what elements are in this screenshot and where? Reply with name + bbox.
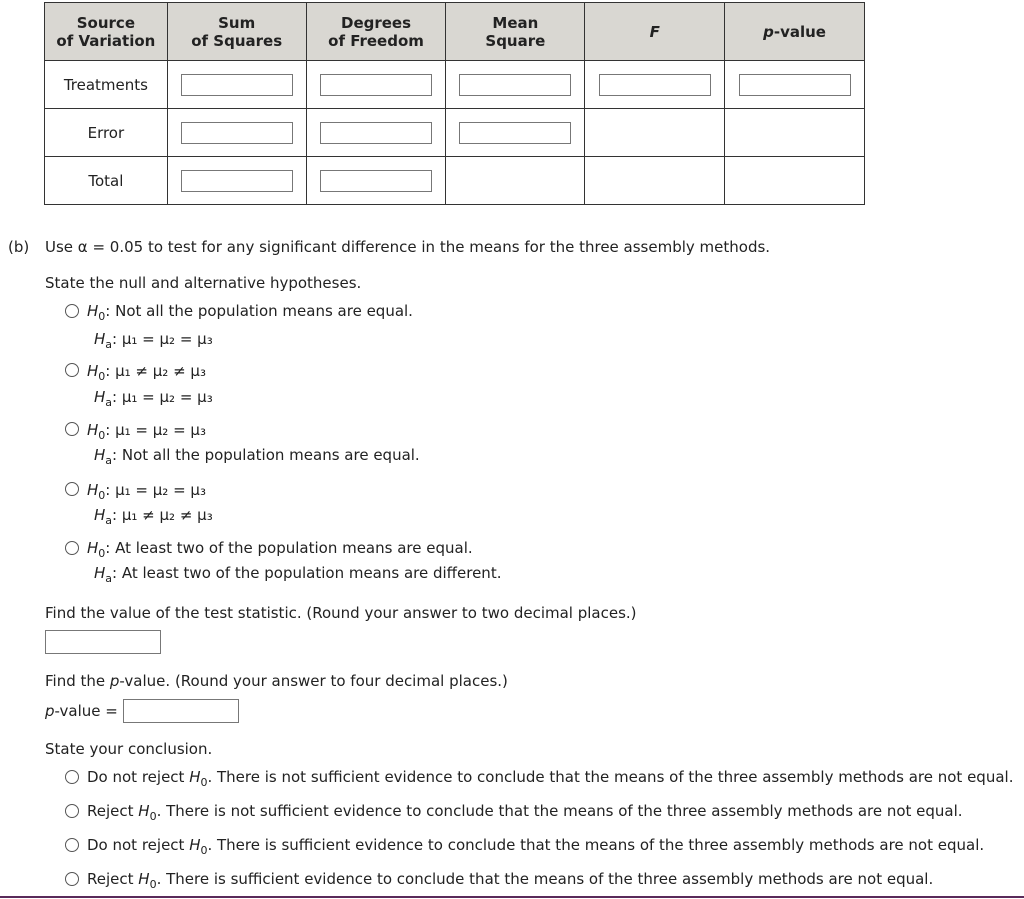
hypotheses-prompt: State the null and alternative hypotheses. [45,274,362,292]
header-degrees-of-freedom: Degrees of Freedom [306,3,446,61]
treatments-df-input[interactable] [320,74,432,96]
table-row-treatments [45,61,865,109]
hypothesis-option-1-ha: $H_a$: μ₁ = μ₂ = μ₃ [94,330,213,351]
conclusion-option-4-text: Reject $H_0$. There is sufficient evidence to conclude that the means of the three assembly methods are not equal. [87,870,934,891]
conclusion-option-3-radio[interactable] [65,838,79,852]
hypothesis-option-3-ha: $H_a$: Not all the population means are equal. [94,446,420,467]
hypothesis-option-2-radio[interactable] [65,363,79,377]
treatments-f-input[interactable] [599,74,711,96]
pvalue-prompt: Find the p-value. (Round your answer to four decimal places.) [45,672,508,690]
error-ms-input[interactable] [459,122,571,144]
table-header-row [45,3,865,61]
empty-cell [725,157,865,205]
treatments-pvalue-input[interactable] [739,74,851,96]
hypothesis-option-2-ha: $H_a$: μ₁ = μ₂ = μ₃ [94,388,213,409]
conclusion-option-1-text: Do not reject $H_0$. There is not sufficient evidence to conclude that the means of the three assembly methods are not equal. [87,768,1014,789]
error-ss-input[interactable] [181,122,293,144]
conclusion-option-2-radio[interactable] [65,804,79,818]
hypothesis-option-5-h0: $H_0$: At least two of the population means are equal. [87,539,473,560]
row-label-total: Total [45,157,168,205]
hypothesis-option-1-radio[interactable] [65,304,79,318]
table-row-error [45,109,865,157]
pvalue-input[interactable] [123,699,239,723]
conclusion-prompt: State your conclusion. [45,740,213,758]
bottom-divider [0,896,1024,898]
test-statistic-input[interactable] [45,630,161,654]
treatments-ss-input[interactable] [181,74,293,96]
hypothesis-option-2-h0: $H_0$: μ₁ ≠ μ₂ ≠ μ₃ [87,362,206,383]
empty-cell [585,157,725,205]
header-source: Source of Variation [45,3,168,61]
header-sum-of-squares: Sum of Squares [167,3,306,61]
question-text: Use α = 0.05 to test for any significant difference in the means for the three assembly methods. [45,238,771,256]
total-ss-input[interactable] [181,170,293,192]
header-p-value: p-value [725,3,865,61]
treatments-ms-input[interactable] [459,74,571,96]
test-statistic-prompt: Find the value of the test statistic. (Round your answer to two decimal places.) [45,604,637,622]
hypothesis-option-3-h0: $H_0$: μ₁ = μ₂ = μ₃ [87,421,206,442]
hypothesis-option-5-radio[interactable] [65,541,79,555]
empty-cell [725,109,865,157]
conclusion-option-2-text: Reject $H_0$. There is not sufficient evidence to conclude that the means of the three assembly methods are not equal. [87,802,963,823]
conclusion-option-3-text: Do not reject $H_0$. There is sufficient evidence to conclude that the means of the three assembly methods are not equal. [87,836,985,857]
hypothesis-option-1-h0: $H_0$: Not all the population means are equal. [87,302,413,323]
hypothesis-option-5-ha: $H_a$: At least two of the population means are different. [94,564,502,585]
hypothesis-option-4-radio[interactable] [65,482,79,496]
conclusion-option-1-radio[interactable] [65,770,79,784]
row-label-error: Error [45,109,168,157]
table-row-total [45,157,865,205]
conclusion-option-4-radio[interactable] [65,872,79,886]
empty-cell [446,157,585,205]
empty-cell [585,109,725,157]
header-mean-square: Mean Square [446,3,585,61]
hypothesis-option-4-ha: $H_a$: μ₁ ≠ μ₂ ≠ μ₃ [94,506,213,527]
hypothesis-option-3-radio[interactable] [65,422,79,436]
total-df-input[interactable] [320,170,432,192]
row-label-treatments: Treatments [45,61,168,109]
part-label: (b) [8,238,30,256]
error-df-input[interactable] [320,122,432,144]
header-f: F [585,3,725,61]
anova-table [44,2,865,205]
hypothesis-option-4-h0: $H_0$: μ₁ = μ₂ = μ₃ [87,481,206,502]
pvalue-label: p-value = [45,702,118,720]
